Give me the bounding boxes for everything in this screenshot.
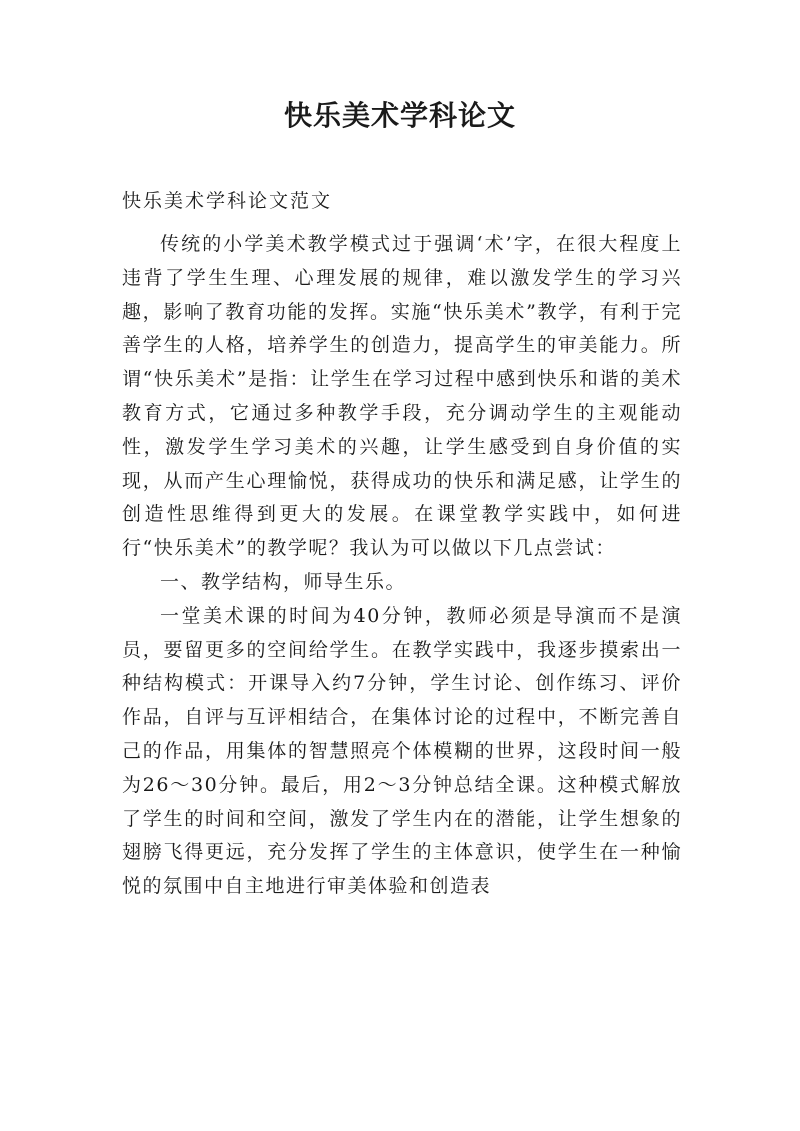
document-subtitle: 快乐美术学科论文范文	[122, 190, 333, 212]
document-body	[122, 228, 682, 904]
paragraph-teaching-structure: 一堂美术课的时间为40分钟，教师必须是导演而不是演员，要留更多的空间给学生。在教学实践中，我逐步摸索出一种结构模式：开课导入约7分钟，学生讨论、创作练习、评价作品，自评与互评相结合，在集体讨论的过程中，不断完善自己的作品，用集体的智慧照亮个体模糊的世界，这段时间一般为26～30分钟。最后，用2～3分钟总结全课。这种模式解放了学生的时间和空间，激发了学生内在的潜能，让学生想象的翅膀飞得更远，充分发挥了学生的主体意识，使学生在一种愉悦的氛围中自主地进行审美体验和创造表	[122, 604, 682, 898]
document-title: 快乐美术学科论文	[283, 99, 516, 132]
paragraph-section-heading: 一、教学结构，师导生乐。	[160, 570, 407, 593]
paragraph-intro: 传统的小学美术教学模式过于强调‘术’字，在很大程度上违背了学生生理、心理发展的规律，难以激发学生的学习兴趣，影响了教育功能的发挥。实施“快乐美术”教学，有利于完善学生的人格，培养学生的创造力，提高学生的审美能力。所谓“快乐美术”是指：让学生在学习过程中感到快乐和谐的美术教育方式，它通过多种教学手段，充分调动学生的主观能动性，激发学生学习美术的兴趣，让学生感受到自身价值的实现，从而产生心理愉悦，获得成功的快乐和满足感，让学生的创造性思维得到更大的发展。在课堂教学实践中，如何进行“快乐美术”的教学呢？我认为可以做以下几点尝试：	[122, 233, 682, 560]
